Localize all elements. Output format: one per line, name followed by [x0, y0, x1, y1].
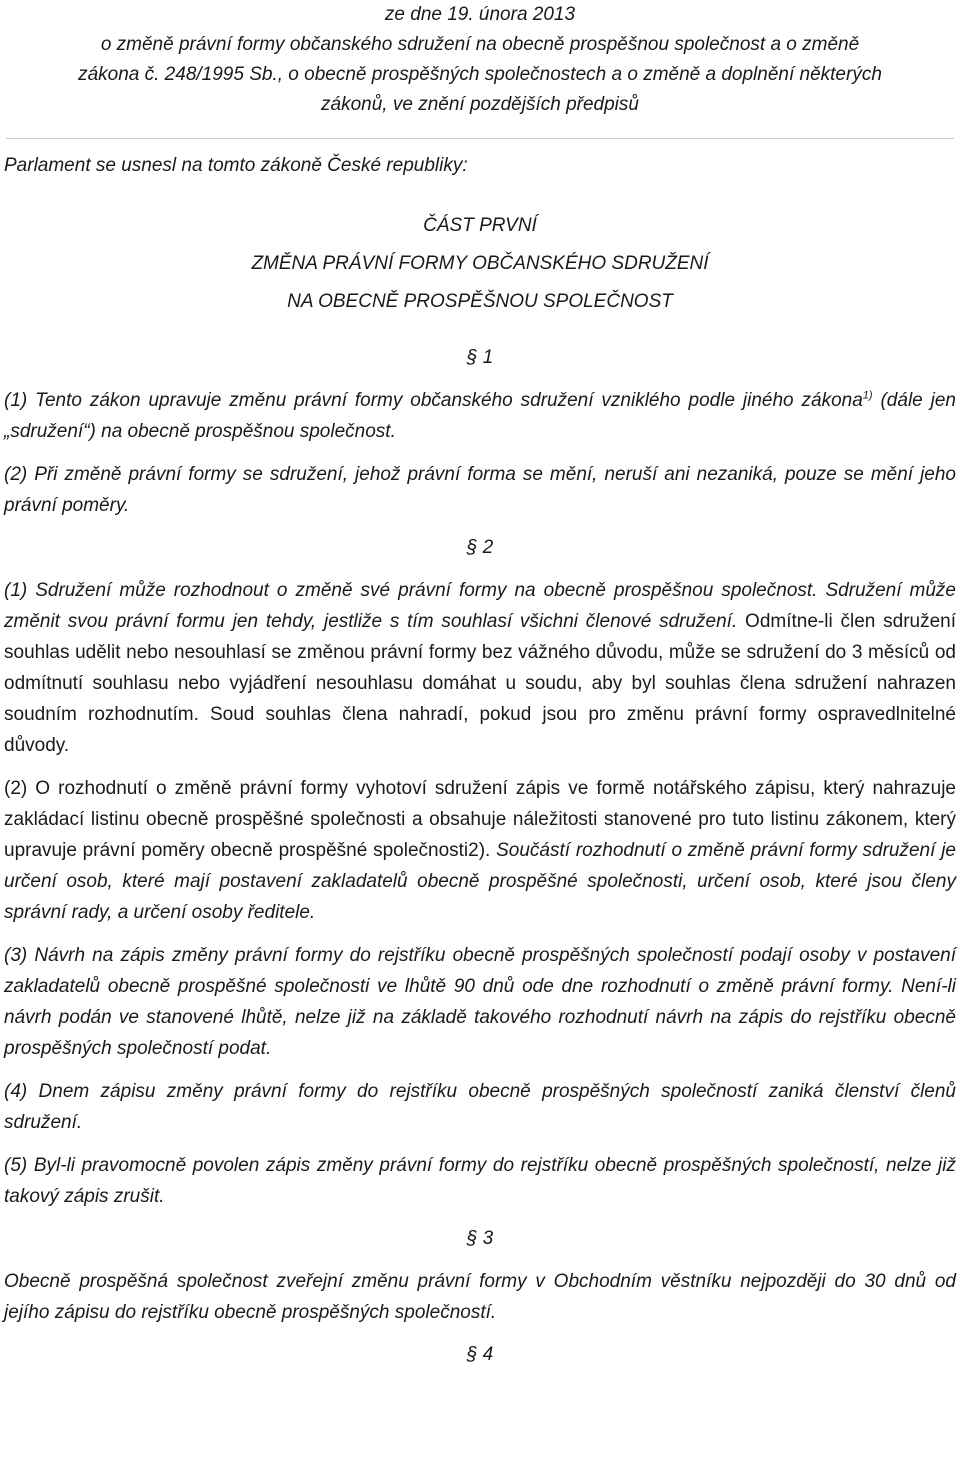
section-paragraph: Obecně prospěšná společnost zveřejní změnu právní formy v Obchodním věstníku nejpozději do 30 dnů od jejího zápisu do rejstříku obecně prospěšných společností. [4, 1271, 956, 1323]
paragraph-text: Odmítne-li člen sdružení souhlas udělit nebo nesouhlasí se změnou právní formy bez vážného důvodu, může se sdružení do 3 měsíců od odmítnutí souhlasu nebo vyjádření nesouhlasu domáhat u soudu, aby byl souhlas člena sdružení nahrazen soudním rozhodnutím. Soud souhlas člena nahradí, pokud jsou pro změnu právní formy ospravedlnitelné důvody. [4, 611, 956, 756]
part-subtitle: ZMĚNA PRÁVNÍ FORMY OBČANSKÉHO SDRUŽENÍ [251, 253, 709, 274]
header-date: ze dne 19. února 2013 [384, 4, 576, 25]
section-paragraph: (3) Návrh na zápis změny právní formy do rejstříku obecně prospěšných společností podají osoby v postavení zakladatelů obecně prospěšné společnosti ve lhůtě 90 dnů ode dne rozhodnutí o změně právní formy. Není-li návrh podán ve stanovené lhůtě, nelze již na základě takového rozhodnutí návrh na zápis do rejstříku obecně prospěšných společností podat. [4, 945, 956, 1059]
document-header [4, 0, 956, 120]
section-paragraph [4, 575, 956, 761]
divider [6, 138, 954, 139]
part-title: ČÁST PRVNÍ [423, 215, 537, 236]
footnote-ref: 1) [862, 389, 873, 402]
section-paragraph: (5) Byl-li pravomocně povolen zápis změny právní formy do rejstříku obecně prospěšných společností, nelze již takový zápis zrušit. [4, 1155, 956, 1207]
paragraph-text: (2) O rozhodnutí o změně právní formy vyhotoví sdružení zápis ve formě notářského zápisu, který nahrazuje zakládací listinu obecně prospěšné společnosti a obsahuje náležitosti stanovené pro tuto listinu zákonem, který upravuje právní poměry obecně prospěšné společnosti2). [4, 778, 956, 861]
section-heading: § 4 [466, 1344, 494, 1365]
section-heading: § 2 [466, 537, 494, 558]
header-title-line: zákona č. 248/1995 Sb., o obecně prospěšných společnostech a o změně a doplnění některých [78, 64, 882, 85]
part-heading [4, 207, 956, 321]
section-paragraph: (4) Dnem zápisu změny právní formy do rejstříku obecně prospěšných společností zaniká členství členů sdružení. [4, 1081, 956, 1133]
paragraph-text: (dále jen „sdružení“) na obecně prospěšnou společnost. [4, 390, 956, 442]
enactment-clause: Parlament se usnesl na tomto zákoně České republiky: [4, 155, 468, 176]
section-paragraph [4, 773, 956, 928]
section-paragraph: (2) Při změně právní formy se sdružení, jehož právní forma se mění, neruší ani nezaniká, pouze se mění jeho právní poměry. [4, 464, 956, 516]
header-title-line: o změně právní formy občanského sdružení na obecně prospěšnou společnost a o změně [100, 34, 860, 55]
part-subtitle: NA OBECNĚ PROSPĚŠNOU SPOLEČNOST [287, 291, 673, 312]
paragraph-text: (1) Tento zákon upravuje změnu právní formy občanského sdružení vzniklého podle jiného zákona [4, 390, 863, 411]
section-heading: § 3 [466, 1228, 494, 1249]
header-title-line: zákonů, ve znění pozdějších předpisů [321, 94, 639, 115]
section-heading: § 1 [466, 347, 494, 368]
paragraph-text: Součástí rozhodnutí o změně právní formy sdružení je určení osob, které mají postavení zakladatelů obecně prospěšné společnosti, určení osob, které jsou členy správní rady, a určení osoby ředitele. [4, 840, 956, 923]
section-paragraph [4, 385, 956, 447]
paragraph-text: (1) Sdružení může rozhodnout o změně své právní formy na obecně prospěšnou společnost. Sdružení může změnit svou právní formu jen tehdy, jestliže s tím souhlasí všichni členové sdružení. [4, 580, 956, 632]
